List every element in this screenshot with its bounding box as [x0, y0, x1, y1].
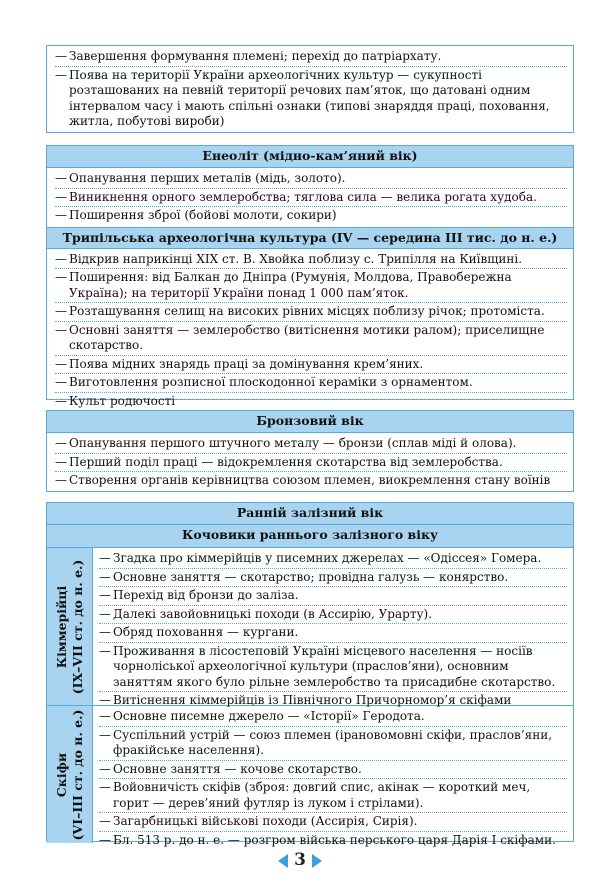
list-item: — Відкрив наприкінці XIX ст. В. Хвойка поблизу с. Трипілля на Київщині. [55, 251, 567, 270]
intro-list [47, 46, 573, 133]
list-item: — Створення органів керівництва союзом племен, виокремлення стану воїнів [55, 473, 551, 487]
list-item: — Культ родючості [55, 393, 176, 408]
scythians-name: Скіфи [53, 752, 69, 797]
bronze-title: Бронзовий вік [47, 411, 573, 433]
trypillia-title: Трипільська археологічна культура (IV — середина III тис. до н. е.) [47, 227, 573, 249]
eneolit-title: Енеоліт (мідно-кам’яний вік) [47, 146, 573, 168]
iron-block [46, 502, 574, 847]
scythians-dates: (VI–III ст. до н. е.) [69, 709, 85, 840]
scythians-label [47, 706, 93, 843]
list-item: — Бл. 513 р. до н. е. — розгром війська перського царя Дарія І скіфами. [99, 832, 556, 847]
eneolit-block [46, 145, 574, 408]
list-item: — Загарбницькі військові походи (Ассирія, Сирія). [99, 813, 567, 832]
list-item: — Витіснення кіммерійців із Північного Причорномор’я скіфами [99, 693, 512, 707]
list-item: — Розташування селищ на високих рівних місцях поблизу річок; протоміста. [55, 303, 567, 322]
list-item: — Опанування першого штучного металу — бронзи (сплав міді й олова). [55, 435, 567, 454]
nomads-title: Кочовики раннього залізного віку [47, 525, 573, 547]
arrow-right-icon [312, 854, 322, 868]
list-item: — Основне писемне джерело — «Історії» Геродота. [99, 708, 567, 727]
list-item: — Обряд поховання — кургани. [99, 624, 567, 643]
list-item: — Войовничість скіфів (зброя: довгий спис, акінак — короткий меч, горит — дерев’яний футляр із луком і стрілами). [99, 779, 567, 813]
iron-title: Ранній залізний вік [47, 503, 573, 525]
list-item: — Основне заняття — кочове скотарство. [99, 761, 567, 780]
trypillia-list [47, 249, 573, 413]
list-item: — Завершення формування племені; перехід до патріархату. [55, 48, 567, 67]
list-item: — Поширення: від Балкан до Дніпра (Румунія, Молдова, Правобережна Україна); на території України понад 1 000 пам’яток. [55, 269, 567, 303]
list-item: — Поява мідних знарядь праці за домінування крем’яних. [55, 356, 567, 375]
list-item: — Суспільний устрій — союз племен (ірановомовні скіфи, праслов’яни, фракійське населення). [99, 727, 567, 761]
list-item: — Основне заняття — скотарство; провідна галузь — конярство. [99, 569, 567, 588]
bronze-list [47, 433, 573, 492]
list-item: — Поширення зброї (бойові молоти, сокири) [55, 208, 337, 222]
cimmerians-list [93, 548, 573, 705]
scythians-list [93, 706, 573, 847]
scythians-row [47, 705, 573, 847]
page-number: 3 [294, 850, 306, 870]
list-item: — Виникнення орного землеробства; тяглова сила — велика рогата худоба. [55, 189, 567, 208]
cimmerians-row [47, 547, 573, 705]
arrow-left-icon [278, 854, 288, 868]
intro-block [46, 45, 574, 133]
page-number-bar [0, 850, 600, 870]
list-item: — Проживання в лісостеповій Україні місцевого населення — носіїв чорноліської археологічної культури (праслов’яни), основним заняттям якого було рільне землеробство та присадибне скотарство. [99, 643, 567, 693]
list-item: — Поява на території України археологічних культур — сукупності розташованих на певній території речових пам’яток, що датовані одним інтервалом часу і мають спільні ознаки (типові знаряддя праці, поховання, житла, побутові вироби) [55, 67, 550, 128]
list-item: — Перехід від бронзи до заліза. [99, 587, 567, 606]
list-item: — Опанування перших металів (мідь, золото). [55, 170, 567, 189]
list-item: — Перший поділ праці — відокремлення скотарства від землеробства. [55, 454, 567, 473]
list-item: — Виготовлення розписної плоскодонної кераміки з орнаментом. [55, 374, 567, 393]
eneolit-list [47, 168, 573, 227]
cimmerians-label [47, 548, 93, 705]
cimmerians-name: Кіммерійці [53, 585, 69, 668]
list-item: — Далекі завойовницькі походи (в Ассирію, Урарту). [99, 606, 567, 625]
list-item: — Згадка про кіммерійців у писемних джерелах — «Одіссея» Гомера. [99, 550, 567, 569]
bronze-block [46, 410, 574, 492]
list-item: — Основні заняття — землеробство (витіснення мотики ралом); приселищне скотарство. [55, 322, 567, 356]
cimmerians-dates: (IX–VII ст. до н. е.) [69, 559, 85, 694]
